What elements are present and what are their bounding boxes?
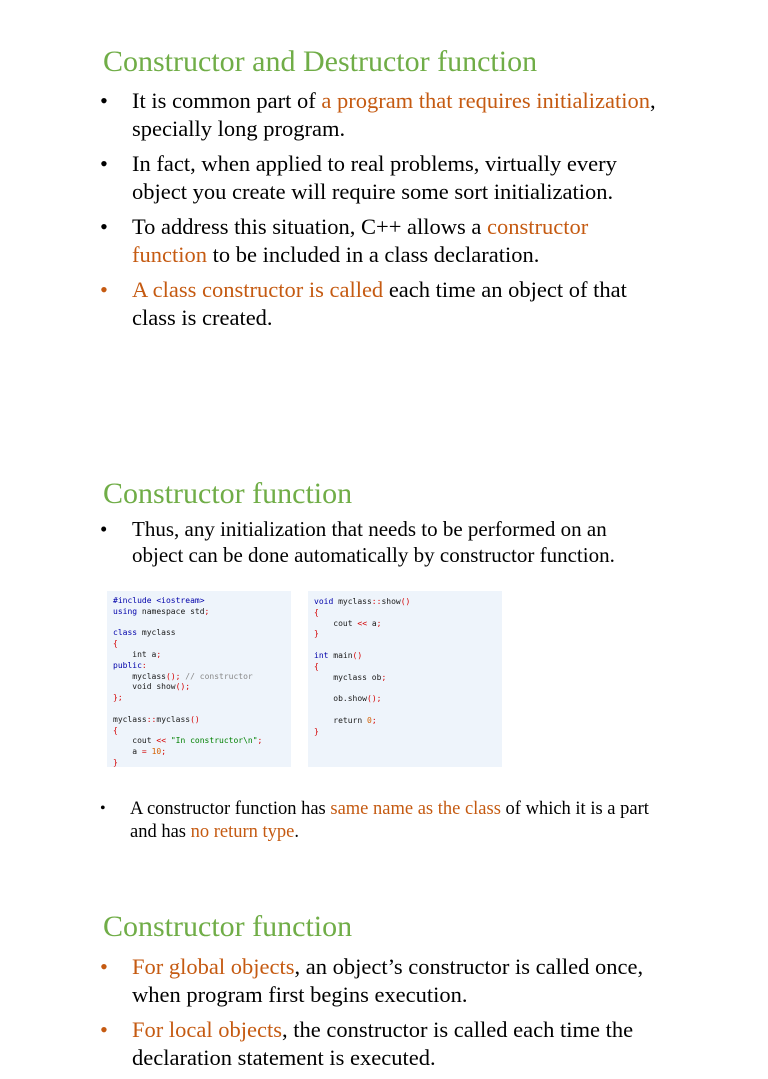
bullet-dot: • bbox=[100, 88, 108, 113]
note-text bbox=[130, 799, 649, 842]
body-text: A constructor function has bbox=[130, 799, 331, 819]
bullet-dot: • bbox=[100, 800, 106, 817]
bullet-dot: • bbox=[100, 517, 108, 541]
highlighted-text: A class constructor is called bbox=[132, 277, 384, 302]
list-item bbox=[100, 1016, 662, 1072]
code-line: #include <iostream> bbox=[113, 596, 205, 605]
code-line: int a; bbox=[113, 649, 162, 659]
highlighted-text: a program that requires initialization bbox=[321, 88, 650, 113]
code-line: myclass::myclass() bbox=[113, 714, 200, 724]
code-line: { bbox=[113, 639, 118, 649]
code-line: cout << a; bbox=[314, 618, 382, 628]
code-line: void show(); bbox=[113, 682, 191, 692]
list-item bbox=[100, 517, 662, 568]
body-text: of which it is a part and has bbox=[130, 799, 649, 842]
code-line bbox=[314, 705, 496, 716]
code-line bbox=[113, 618, 285, 629]
list-item bbox=[100, 798, 670, 843]
body-text: , specially long program. bbox=[132, 88, 656, 141]
list-item bbox=[100, 213, 662, 269]
bullet-text bbox=[132, 277, 627, 330]
code-block-main-function bbox=[308, 591, 502, 767]
highlighted-text: For global objects bbox=[132, 954, 295, 979]
bullet-dot: • bbox=[100, 151, 108, 176]
code-line: int main() bbox=[314, 650, 363, 660]
code-line: } bbox=[113, 757, 118, 767]
section2-intro bbox=[100, 517, 662, 568]
bullet-dot: • bbox=[100, 1017, 108, 1042]
bullet-text bbox=[132, 151, 617, 204]
code-line: myclass(); // constructor bbox=[113, 671, 253, 681]
list-item bbox=[100, 87, 662, 143]
code-line: } bbox=[314, 726, 319, 736]
body-text: . bbox=[294, 821, 300, 842]
bullet-text bbox=[132, 88, 656, 141]
highlighted-text: same name as the class bbox=[330, 799, 501, 819]
code-line: }; bbox=[113, 693, 123, 703]
body-text: , an object’s constructor is called once, when program first begins execution. bbox=[132, 954, 644, 1007]
code-line bbox=[113, 704, 285, 715]
body-text: In fact, when applied to real problems, virtually every object you create will require some sort initialization. bbox=[132, 151, 617, 204]
code-line: myclass ob; bbox=[314, 672, 387, 682]
section2-note bbox=[100, 798, 670, 843]
code-line: using namespace std; bbox=[113, 606, 210, 616]
bullet-text bbox=[132, 214, 588, 267]
section2-title: Constructor function bbox=[103, 477, 353, 510]
code-line: void myclass::show() bbox=[314, 597, 411, 606]
section1-bullets bbox=[100, 87, 662, 339]
code-line: return 0; bbox=[314, 715, 377, 725]
intro-text: Thus, any initialization that needs to be performed on an object can be done automatically by constructor function. bbox=[132, 517, 615, 567]
bullet-dot: • bbox=[100, 954, 108, 979]
code-line: { bbox=[314, 661, 319, 671]
code-line bbox=[314, 640, 496, 651]
highlighted-text: For local objects bbox=[132, 1017, 282, 1042]
bullet-dot: • bbox=[100, 277, 108, 302]
code-line: cout << "In constructor\n"; bbox=[113, 736, 263, 746]
body-text: To address this situation, C++ allows a bbox=[132, 214, 488, 239]
body-text: , the constructor is called each time the declaration statement is executed. bbox=[132, 1017, 634, 1070]
highlighted-text: constructor function bbox=[132, 214, 589, 267]
section1-title: Constructor and Destructor function bbox=[103, 45, 538, 78]
section3-bullets bbox=[100, 953, 662, 1079]
list-item bbox=[100, 276, 662, 332]
highlighted-text: no return type bbox=[190, 821, 295, 842]
code-line: class myclass bbox=[113, 628, 176, 638]
code-line: ob.show(); bbox=[314, 694, 382, 704]
body-text: each time an object of that class is created. bbox=[132, 277, 627, 330]
list-item bbox=[100, 150, 662, 206]
code-line bbox=[314, 683, 496, 694]
code-block-class-definition bbox=[107, 591, 291, 767]
code-line: { bbox=[314, 607, 319, 617]
bullet-dot: • bbox=[100, 214, 108, 239]
body-text: to be included in a class declaration. bbox=[206, 242, 540, 267]
bullet-text bbox=[132, 1017, 633, 1070]
code-line: } bbox=[314, 629, 319, 639]
code-line: { bbox=[113, 725, 118, 735]
bullet-text bbox=[132, 954, 643, 1007]
code-line: a = 10; bbox=[113, 747, 167, 757]
code-line: public: bbox=[113, 660, 147, 670]
section3-title: Constructor function bbox=[103, 910, 353, 943]
list-item bbox=[100, 953, 662, 1009]
body-text: It is common part of bbox=[132, 88, 322, 113]
